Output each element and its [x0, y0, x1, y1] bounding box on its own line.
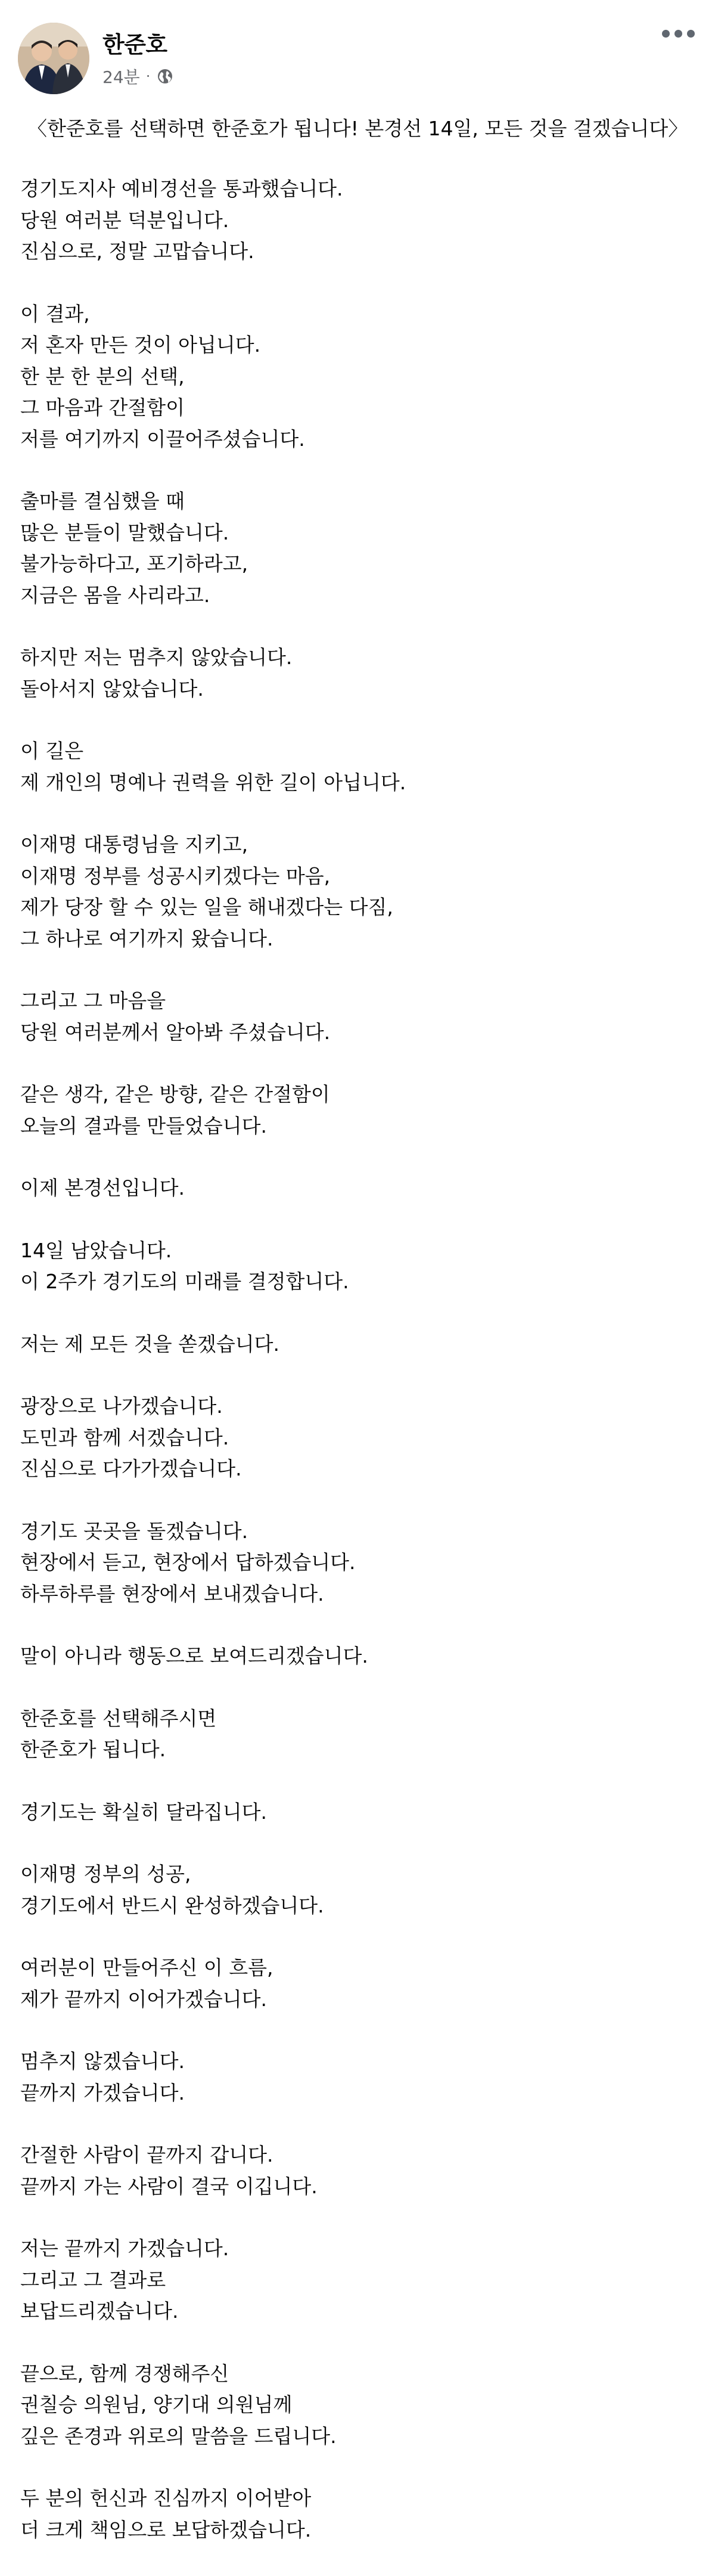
- post-text-line: 끝까지 가겠습니다.: [20, 2081, 185, 2104]
- post-text-line: 불가능하다고, 포기하라고,: [20, 552, 248, 575]
- post-headline: 〈한준호를 선택하면 한준호가 됩니다! 본경선 14일, 모든 것을 걸겠습니다〉: [27, 117, 688, 140]
- post-text-line: 광장으로 나가겠습니다.: [20, 1394, 223, 1418]
- post-text-line: 하지만 저는 멈추지 않았습니다.: [20, 646, 293, 669]
- post-text-line: 돌아서지 않았습니다.: [20, 677, 204, 700]
- post-text-line: 한준호를 선택해주시면: [20, 1706, 217, 1730]
- post-paragraph: [0, 1952, 715, 2015]
- post-text-line: 제가 당장 할 수 있는 일을 해내겠다는 다짐,: [20, 895, 393, 919]
- post-text-line: 더 크게 책임으로 보답하겠습니다.: [20, 2518, 312, 2541]
- post-text-line: 당원 여러분께서 알아봐 주셨습니다.: [20, 1020, 331, 1044]
- post-paragraph: [0, 1797, 715, 1828]
- post-text-line: 지금은 몸을 사리라고.: [20, 583, 210, 607]
- post-text-line: 이 2주가 경기도의 미래를 결정합니다.: [20, 1270, 349, 1293]
- post-paragraph: [0, 2140, 715, 2202]
- post-text-line: 경기도에서 반드시 완성하겠습니다.: [20, 1893, 324, 1917]
- post-text-line: 끝으로, 함께 경쟁해주신: [20, 2361, 229, 2385]
- more-dot: [674, 30, 682, 38]
- post-text-line: 저는 끝까지 가겠습니다.: [20, 2237, 229, 2260]
- post-text-line: 그리고 그 마음을: [20, 989, 166, 1012]
- avatar[interactable]: [18, 23, 89, 94]
- post-paragraph: [0, 1516, 715, 1610]
- post-timestamp[interactable]: 24분: [102, 67, 140, 87]
- post-text-line: 경기도 곳곳을 돌겠습니다.: [20, 1519, 248, 1543]
- post-text-line: 당원 여러분 덕분입니다.: [20, 208, 229, 232]
- post-paragraph: [0, 2358, 715, 2453]
- post-text-line: 두 분의 헌신과 진심까지 이어받아: [20, 2487, 312, 2510]
- post-text-line: 하루하루를 현장에서 보내겠습니다.: [20, 1582, 324, 1605]
- post-paragraph: [0, 299, 715, 455]
- author-name[interactable]: 한준호: [102, 32, 167, 58]
- globe-icon[interactable]: [156, 67, 174, 85]
- post-text-line: 이 결과,: [20, 302, 90, 326]
- post-paragraph: [0, 1641, 715, 1672]
- more-dot: [662, 30, 670, 38]
- post-text-line: 그 하나로 여기까지 왔습니다.: [20, 926, 273, 950]
- post-meta: [102, 64, 174, 88]
- post-text-line: 경기도지사 예비경선을 통과했습니다.: [20, 177, 343, 200]
- post-paragraph: [0, 642, 715, 705]
- post-text-line: 제가 끝까지 이어가겠습니다.: [20, 1987, 268, 2011]
- post-text-line: 저를 여기까지 이끌어주셨습니다.: [20, 427, 305, 451]
- post-text-line: 이재명 정부를 성공시키겠다는 마음,: [20, 864, 331, 888]
- post-text-line: 그 마음과 간절함이: [20, 396, 185, 419]
- post-paragraph: [0, 1173, 715, 1204]
- post-paragraph: [0, 736, 715, 798]
- post-text-line: 진심으로, 정말 고맙습니다.: [20, 240, 254, 263]
- post-text-line: 끝까지 가는 사람이 결국 이깁니다.: [20, 2174, 318, 2198]
- post-paragraph: [0, 1235, 715, 1298]
- post-text-line: 도민과 함께 서겠습니다.: [20, 1425, 229, 1449]
- post-text-line: 14일 남았습니다.: [20, 1238, 172, 1262]
- post-text-line: 저 혼자 만든 것이 아닙니다.: [20, 333, 261, 357]
- post-text-line: 깊은 존경과 위로의 말씀을 드립니다.: [20, 2424, 337, 2448]
- post-text-line: 같은 생각, 같은 방향, 같은 간절함이: [20, 1083, 330, 1106]
- post-text-line: 말이 아니라 행동으로 보여드리겠습니다.: [20, 1644, 368, 1667]
- post-paragraph: [0, 2046, 715, 2109]
- post-paragraphs: [0, 173, 715, 2546]
- post-paragraph: [0, 1859, 715, 1921]
- post-text-line: 이재명 대통령님을 지키고,: [20, 833, 248, 856]
- post-text-line: 보답드리겠습니다.: [20, 2299, 179, 2323]
- post-text-line: 그리고 그 결과로: [20, 2268, 166, 2292]
- post-text-line: 많은 분들이 말했습니다.: [20, 520, 229, 544]
- post-paragraph: [0, 486, 715, 611]
- post-paragraph: [0, 1391, 715, 1485]
- post-paragraph: [0, 1329, 715, 1360]
- post-text-line: 경기도는 확실히 달라집니다.: [20, 1800, 268, 1824]
- post-paragraph: [0, 829, 715, 954]
- more-dot: [687, 30, 695, 38]
- post-text-line: 여러분이 만들어주신 이 흐름,: [20, 1956, 273, 1979]
- post-text-line: 이재명 정부의 성공,: [20, 1862, 191, 1886]
- post-text-line: 권칠승 의원님, 양기대 의원님께: [20, 2393, 293, 2416]
- post-text-line: 멈추지 않겠습니다.: [20, 2050, 185, 2073]
- post-paragraph: [0, 173, 715, 268]
- post-text-line: 이제 본경선입니다.: [20, 1176, 185, 1199]
- post-text-line: 오늘의 결과를 만들었습니다.: [20, 1114, 268, 1137]
- meta-separator: ·: [145, 68, 151, 85]
- post-text-line: 이 길은: [20, 739, 84, 762]
- more-options-icon[interactable]: [662, 30, 695, 38]
- post-paragraph: [0, 1079, 715, 1142]
- post-text-line: 저는 제 모든 것을 쏟겠습니다.: [20, 1332, 279, 1356]
- post-paragraph: [0, 2233, 715, 2327]
- post-header: [0, 0, 715, 95]
- post-body: [0, 113, 715, 2546]
- post-text-line: 한준호가 됩니다.: [20, 1738, 166, 1761]
- post-paragraph: [0, 2483, 715, 2546]
- post-text-line: 진심으로 다가가겠습니다.: [20, 1457, 242, 1480]
- post-paragraph: [0, 985, 715, 1048]
- post-text-line: 출마를 결심했을 때: [20, 489, 185, 513]
- post-paragraph: [0, 1703, 715, 1766]
- post-text-line: 간절한 사람이 끝까지 갑니다.: [20, 2143, 273, 2166]
- post-text-line: 제 개인의 명예나 권력을 위한 길이 아닙니다.: [20, 770, 406, 794]
- post-text-line: 현장에서 듣고, 현장에서 답하겠습니다.: [20, 1551, 356, 1574]
- post-text-line: 한 분 한 분의 선택,: [20, 364, 185, 388]
